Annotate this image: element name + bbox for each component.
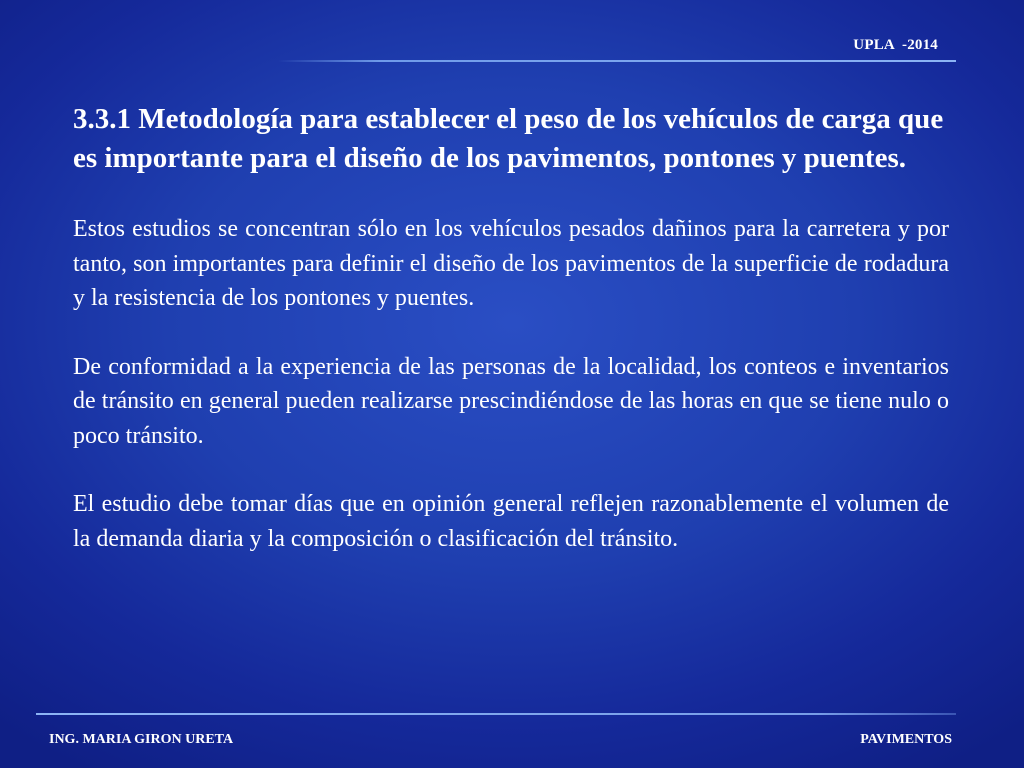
paragraph-2: De conformidad a la experiencia de las personas de la localidad, los conteos e inventarios de tránsito en general pueden realizarse prescindiéndose de las horas en que se tiene nulo o poco tránsito. [73, 353, 949, 449]
paragraph-1: Estos estudios se concentran sólo en los vehículos pesados dañinos para la carretera y por tanto, son importantes para definir el diseño de los pavimentos de la superficie de rodadura y la resistencia de los pontones y puentes. [73, 216, 949, 311]
footer-author: ING. MARIA GIRON URETA [49, 732, 234, 747]
bottom-divider [36, 713, 956, 715]
slide-content [73, 100, 949, 590]
paragraph-3: El estudio debe tomar días que en opinión general reflejen razonablemente el volumen de la demanda diaria y la composición o clasificación del tránsito. [73, 491, 949, 552]
slide-title: 3.3.1 Metodología para establecer el peso de los vehículos de carga que es importante para el diseño de los pavimentos, pontones y puentes. [73, 103, 944, 174]
footer-course: PAVIMENTOS [860, 732, 952, 747]
header-label: UPLA -2014 [853, 37, 938, 53]
top-divider [278, 60, 956, 62]
